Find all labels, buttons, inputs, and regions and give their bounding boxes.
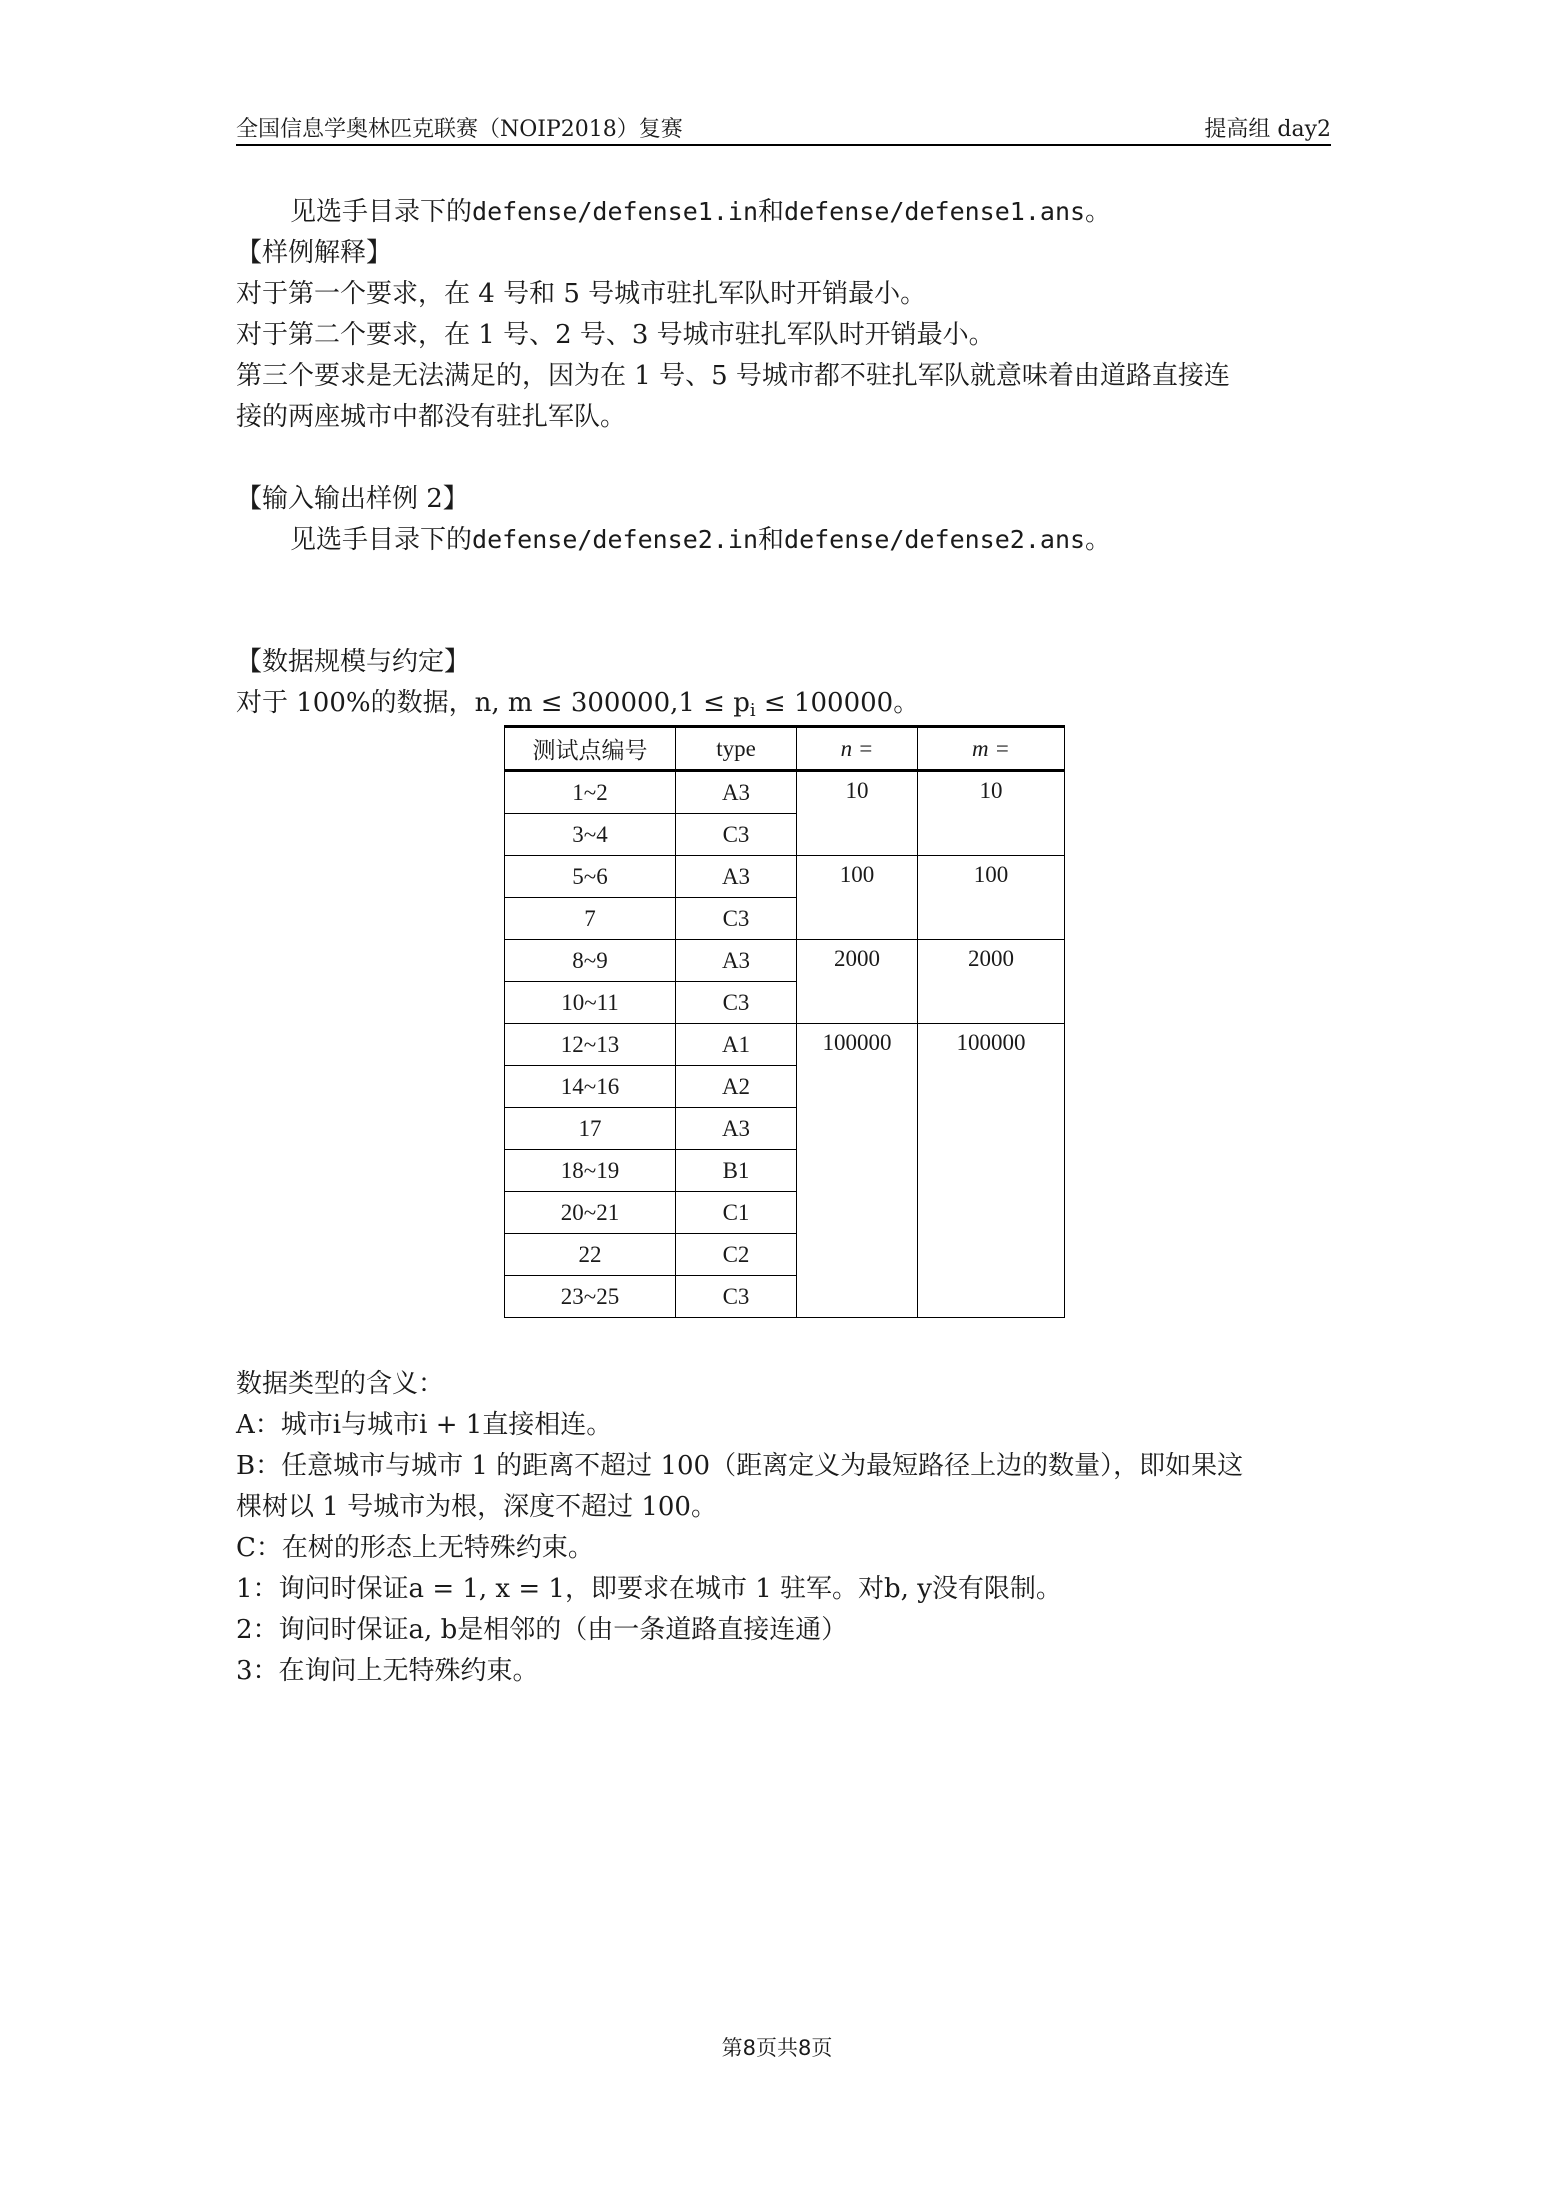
cell-id: 8~9 — [505, 940, 676, 982]
formula — [474, 688, 894, 721]
table-row — [505, 856, 1065, 898]
cell-type: C3 — [676, 982, 797, 1024]
sample2-title: 【输入输出样例 2】 — [236, 484, 469, 514]
cell-type: A2 — [676, 1066, 797, 1108]
cell-id: 12~13 — [505, 1024, 676, 1066]
cell-type: C1 — [676, 1192, 797, 1234]
file-ans: defense/defense1.ans — [784, 197, 1086, 226]
cell-type: C3 — [676, 814, 797, 856]
text: 与城市 — [341, 1410, 420, 1440]
text: 和 — [758, 197, 785, 227]
math: b, y — [884, 1574, 932, 1604]
cell-id: 10~11 — [505, 982, 676, 1024]
table-row — [505, 940, 1065, 982]
header-type: type — [676, 727, 797, 771]
explanation-line-3: 第三个要求是无法满足的，因为在 1 号、5 号城市都不驻扎军队就意味着由道路直接连 — [236, 361, 1230, 391]
text: 。 — [1085, 197, 1112, 227]
header-group: 提高组 day2 — [1204, 117, 1331, 142]
sample1-files-line — [290, 194, 1111, 230]
type-b-line-2: 棵树以 1 号城市为根，深度不超过 100。 — [236, 1492, 717, 1522]
cell-type: C3 — [676, 1276, 797, 1318]
header-n: n = — [797, 727, 918, 771]
cell-id: 7 — [505, 898, 676, 940]
cell-id: 14~16 — [505, 1066, 676, 1108]
table-header-row — [505, 727, 1065, 771]
cell-n: 100000 — [797, 1024, 918, 1318]
header-title: 全国信息学奥林匹克联赛（NOIP2018）复赛 — [236, 117, 683, 142]
table-row — [505, 771, 1065, 814]
cell-type: A3 — [676, 940, 797, 982]
cell-id: 1~2 — [505, 771, 676, 814]
math: a, b — [408, 1615, 458, 1645]
cell-id: 5~6 — [505, 856, 676, 898]
text: 。 — [893, 688, 920, 718]
cell-id: 23~25 — [505, 1276, 676, 1318]
file-in: defense/defense2.in — [472, 525, 758, 554]
cell-id: 3~4 — [505, 814, 676, 856]
text: ，即要求在城市 1 驻军。对 — [564, 1574, 885, 1604]
text: i — [749, 700, 756, 721]
cell-type: A3 — [676, 1108, 797, 1150]
text: 2：询问时保证 — [236, 1615, 409, 1645]
types-title: 数据类型的含义： — [236, 1369, 445, 1399]
cell-m: 100 — [918, 856, 1065, 940]
text: A：城市 — [236, 1410, 333, 1440]
explanation-line-1: 对于第一个要求，在 4 号和 5 号城市驻扎军队时开销最小。 — [236, 279, 927, 309]
cell-type: A3 — [676, 771, 797, 814]
text: 见选手目录下的 — [290, 197, 473, 227]
cell-type: C2 — [676, 1234, 797, 1276]
explanation-line-2: 对于第二个要求，在 1 号、2 号、3 号城市驻扎军队时开销最小。 — [236, 320, 995, 350]
text: 1：询问时保证 — [236, 1574, 409, 1604]
type-b-line-1: B：任意城市与城市 1 的距离不超过 100（距离定义为最短路径上边的数量），即如果这 — [236, 1451, 1244, 1481]
cell-type: A3 — [676, 856, 797, 898]
sample-explanation-title: 【样例解释】 — [236, 238, 393, 268]
cell-n: 2000 — [797, 940, 918, 1024]
explanation-line-4: 接的两座城市中都没有驻扎军队。 — [236, 402, 627, 432]
text: n, m ≤ 300000,1 ≤ p — [474, 688, 750, 718]
cell-n: 100 — [797, 856, 918, 940]
cell-id: 18~19 — [505, 1150, 676, 1192]
type-c-line: C：在树的形态上无特殊约束。 — [236, 1533, 594, 1563]
text: 没有限制。 — [931, 1574, 1062, 1604]
cell-type: A1 — [676, 1024, 797, 1066]
type-3-line: 3：在询问上无特殊约束。 — [236, 1656, 539, 1686]
text: 。 — [1085, 525, 1112, 555]
cell-type: C3 — [676, 898, 797, 940]
text: 直接相连。 — [482, 1410, 613, 1440]
cell-type: B1 — [676, 1150, 797, 1192]
math: i + 1 — [419, 1410, 483, 1440]
text: 见选手目录下的 — [290, 525, 473, 555]
cell-m: 10 — [918, 771, 1065, 856]
text: 对于 100%的数据， — [236, 688, 475, 718]
page-footer: 第8页共8页 — [721, 2036, 833, 2060]
math: i — [332, 1410, 342, 1440]
text: 和 — [758, 525, 785, 555]
scale-title: 【数据规模与约定】 — [236, 647, 471, 677]
cell-id: 20~21 — [505, 1192, 676, 1234]
type-1-line — [236, 1571, 1062, 1607]
test-case-table — [504, 725, 1065, 1318]
type-2-line — [236, 1612, 847, 1648]
sample2-files-line — [290, 522, 1111, 558]
page-header — [236, 110, 1331, 146]
cell-id: 17 — [505, 1108, 676, 1150]
file-ans: defense/defense2.ans — [784, 525, 1086, 554]
type-a-line — [236, 1407, 612, 1443]
file-in: defense/defense1.in — [472, 197, 758, 226]
text: 是相邻的（由一条道路直接连通） — [457, 1615, 848, 1645]
scale-line — [236, 685, 919, 729]
cell-m: 2000 — [918, 940, 1065, 1024]
cell-n: 10 — [797, 771, 918, 856]
math: a = 1, x = 1 — [408, 1574, 565, 1604]
cell-m: 100000 — [918, 1024, 1065, 1318]
header-m: m = — [918, 727, 1065, 771]
header-id: 测试点编号 — [505, 727, 676, 771]
table-row — [505, 1024, 1065, 1066]
cell-id: 22 — [505, 1234, 676, 1276]
text: ≤ 100000 — [755, 688, 894, 718]
